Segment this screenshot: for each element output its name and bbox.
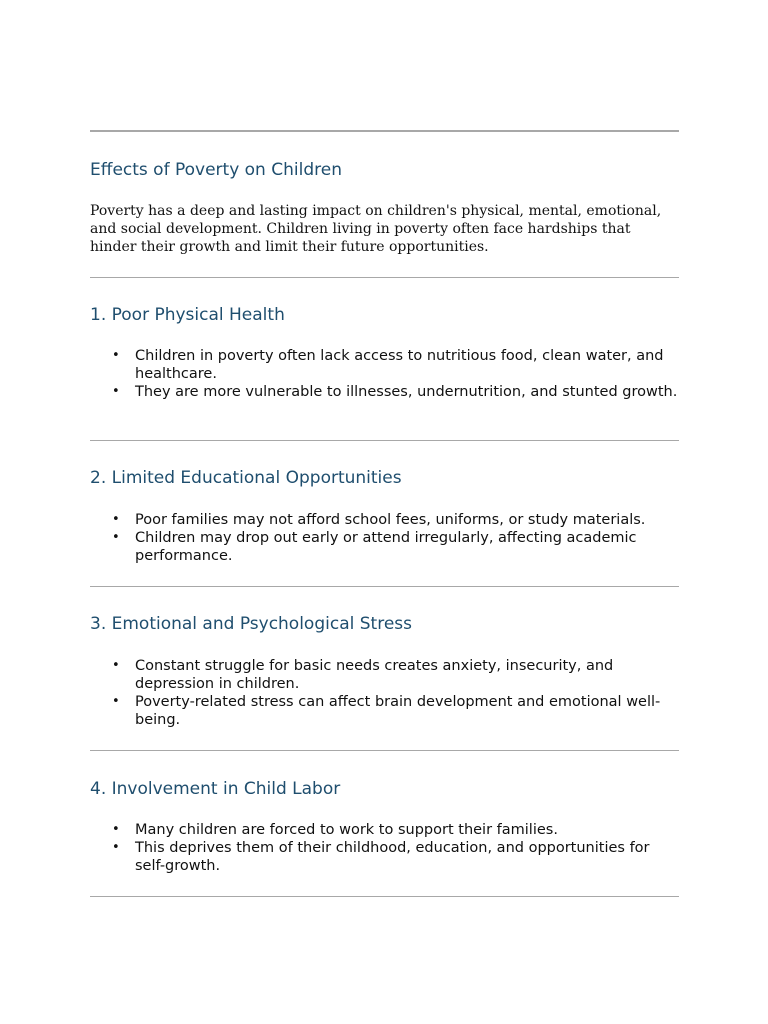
section-heading-education: 2. Limited Educational Opportunities <box>90 468 402 488</box>
list-item <box>90 347 679 383</box>
section-list-physical-health <box>90 347 679 401</box>
list-item-text: Poor families may not afford school fees, uniforms, or study materials. <box>135 512 646 528</box>
section-list-child-labor <box>90 821 679 875</box>
list-item-text: Children in poverty often lack access to nutritious food, clean water, and healthcare. <box>135 348 664 382</box>
top-divider <box>90 130 679 132</box>
bullet-icon: • <box>112 348 120 363</box>
list-item-text: They are more vulnerable to illnesses, undernutrition, and stunted growth. <box>135 384 678 400</box>
section-heading-physical-health: 1. Poor Physical Health <box>90 305 285 325</box>
section-divider <box>90 750 679 751</box>
list-item <box>90 821 679 839</box>
bullet-icon: • <box>112 658 120 673</box>
page-title: Effects of Poverty on Children <box>90 160 342 180</box>
list-item <box>90 383 679 401</box>
list-item-text: This deprives them of their childhood, education, and opportunities for self-growth. <box>135 840 650 874</box>
bullet-icon: • <box>112 694 120 709</box>
section-divider <box>90 586 679 587</box>
bullet-icon: • <box>112 822 120 837</box>
list-item-text: Children may drop out early or attend irregularly, affecting academic performance. <box>135 530 637 564</box>
section-list-education <box>90 511 679 565</box>
section-heading-emotional-stress: 3. Emotional and Psychological Stress <box>90 614 412 634</box>
list-item <box>90 511 679 529</box>
section-heading-child-labor: 4. Involvement in Child Labor <box>90 779 341 799</box>
bullet-icon: • <box>112 840 120 855</box>
bullet-icon: • <box>112 530 120 545</box>
section-divider <box>90 896 679 897</box>
section-divider <box>90 277 679 278</box>
list-item <box>90 529 679 565</box>
section-list-emotional-stress <box>90 657 679 729</box>
bullet-icon: • <box>112 384 120 399</box>
section-divider <box>90 440 679 441</box>
list-item-text: Many children are forced to work to support their families. <box>135 822 558 838</box>
intro-paragraph: Poverty has a deep and lasting impact on children's physical, mental, emotional, and social development. Children living in poverty often face hardships that hinder their growth and limit their future opportunities. <box>90 203 662 255</box>
list-item-text: Poverty-related stress can affect brain development and emotional well-being. <box>135 694 661 728</box>
list-item <box>90 839 679 875</box>
list-item-text: Constant struggle for basic needs creates anxiety, insecurity, and depression in children. <box>135 658 614 692</box>
list-item <box>90 693 679 729</box>
list-item <box>90 657 679 693</box>
bullet-icon: • <box>112 512 120 527</box>
